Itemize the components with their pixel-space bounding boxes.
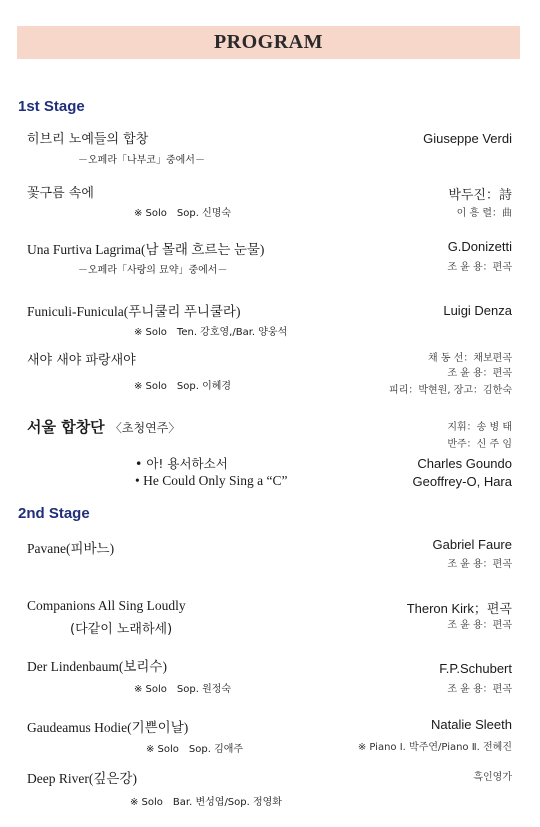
item-composer: G.Donizetti [447, 239, 512, 254]
item-solo: ※ Solo Sop. 신명숙 [134, 208, 232, 219]
item-solo: ※ Solo Bar. 변성엽/Sop. 정영화 [130, 797, 282, 808]
item-credit: 조 윤 용：편곡 [447, 559, 512, 570]
item-title: Companions All Sing Loudly [27, 598, 186, 613]
program-banner [17, 26, 520, 59]
guest-song-composer: Charles Goundo [417, 456, 512, 471]
guest-title-note: 〈초청연주〉 [109, 421, 181, 435]
stage-2-heading: 2nd Stage [18, 505, 90, 522]
item-composer: Gabriel Faure [432, 537, 512, 552]
item-solo: ※ Solo Sop. 원정숙 [134, 684, 232, 695]
item-credit: 조 윤 용：편곡 [447, 684, 512, 695]
item-composer: Theron Kirk；편곡 [406, 601, 512, 616]
item-title: Una Furtiva Lagrima(남 몰래 흐르는 눈물) [27, 242, 265, 257]
guest-song-composer: Geoffrey-O, Hara [412, 474, 512, 489]
item-credit: 이 흥 렬：曲 [456, 208, 512, 219]
item-credit: 박두진：詩 [448, 187, 512, 202]
guest-song-title: • He Could Only Sing a “C” [135, 473, 288, 488]
item-subtitle: －오페라「사랑의 묘약」중에서－ [78, 265, 228, 276]
item-credit: 피리：박현원, 장고：김한숙 [389, 385, 512, 396]
item-credit: 조 윤 용：편곡 [447, 620, 512, 631]
item-title: 꽃구름 속에 [27, 186, 94, 201]
item-title: Deep River(깊은강) [27, 771, 137, 786]
item-solo: ※ Solo Sop. 이혜경 [134, 381, 232, 392]
item-title: Pavane(피바느) [27, 541, 115, 556]
item-composer: Giuseppe Verdi [423, 131, 512, 146]
item-composer: Luigi Denza [443, 303, 512, 318]
stage-1-heading: 1st Stage [18, 98, 85, 115]
item-credit: 조 윤 용：편곡 [447, 368, 512, 379]
item-credit: 조 윤 용：편곡 [447, 262, 512, 273]
guest-song-title: • 아! 용서하소서 [135, 456, 228, 471]
guest-title: 서울 합창단 [27, 418, 105, 436]
guest-title-wrap [27, 416, 180, 437]
item-subtitle: (다같이 노래하세) [70, 622, 173, 637]
item-title: Gaudeamus Hodie(기쁜이날) [27, 720, 189, 735]
item-credit: 흑인영가 [473, 772, 512, 783]
item-solo: ※ Solo Sop. 김애주 [146, 744, 244, 755]
accompanist-credit: 반주：신 주 임 [447, 439, 512, 450]
item-credit: 채 동 선：채보편곡 [428, 353, 512, 364]
conductor-credit: 지휘：송 병 태 [447, 422, 512, 433]
item-title: Funiculi-Funicula(푸니쿨리 푸니쿨라) [27, 304, 241, 319]
item-credit: ※ Piano Ⅰ. 박주연/Piano Ⅱ. 전혜진 [357, 742, 512, 753]
item-title: 히브리 노예들의 합창 [27, 132, 149, 147]
item-subtitle: －오페라「나부코」중에서－ [78, 155, 205, 166]
item-solo: ※ Solo Ten. 강호영,/Bar. 양웅석 [134, 327, 288, 338]
item-title: Der Lindenbaum(보리수) [27, 659, 167, 674]
item-title: 새야 새야 파랑새야 [27, 353, 136, 368]
page-title: PROGRAM [213, 31, 324, 53]
item-composer: Natalie Sleeth [431, 717, 512, 732]
item-composer: F.P.Schubert [439, 661, 512, 676]
